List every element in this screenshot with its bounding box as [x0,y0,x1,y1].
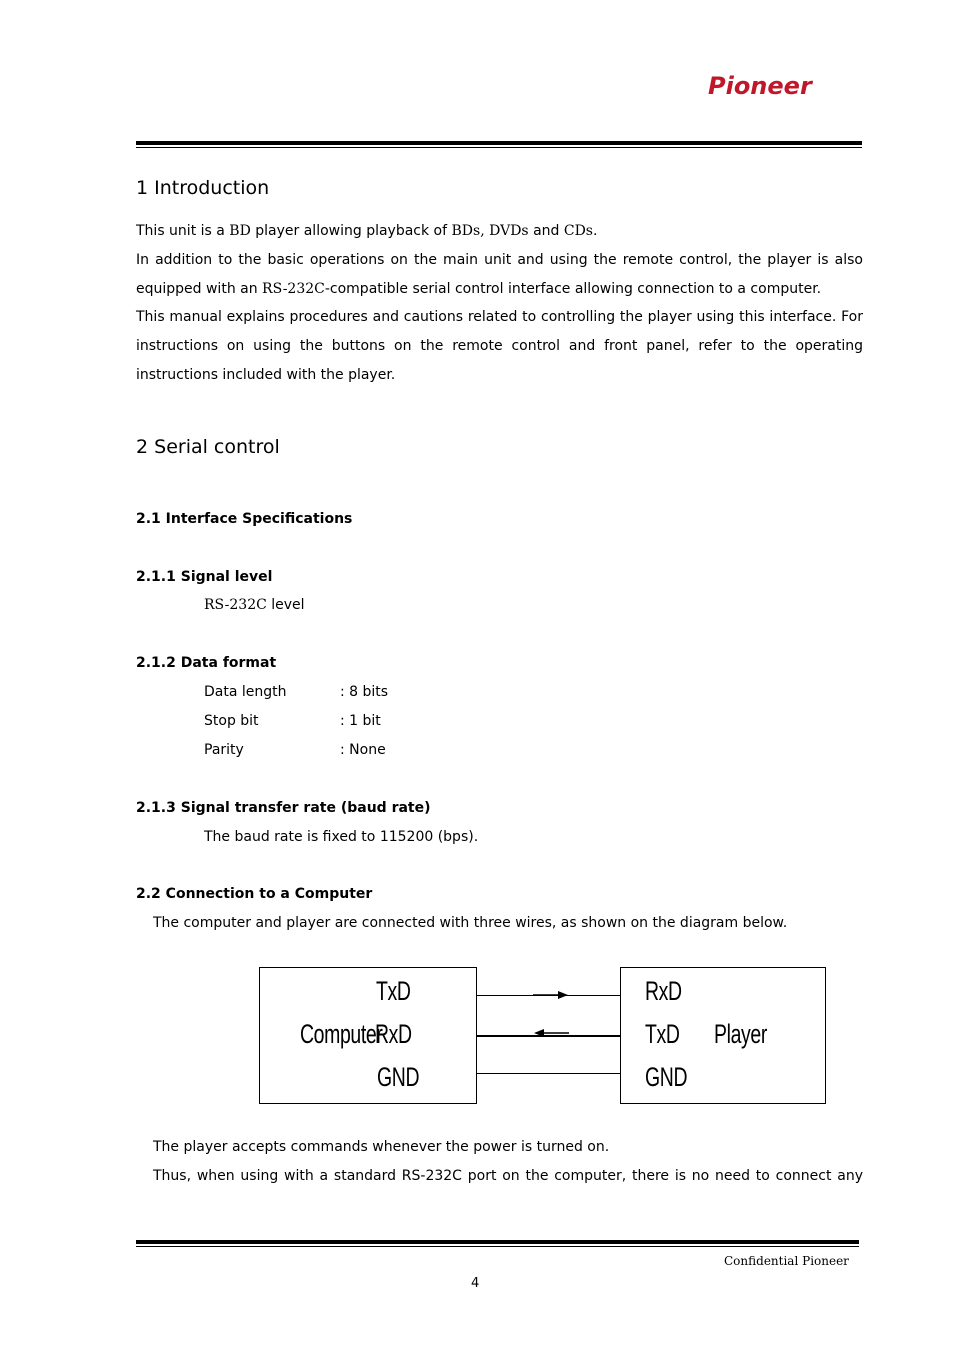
parity-label: Parity [204,742,244,758]
stop-bit-value: : 1 bit [340,713,381,729]
arrow-icons [530,988,572,1044]
parity-value: : None [340,742,386,758]
wire-gnd [477,1073,620,1074]
intro-paragraph-1: This unit is a BD player allowing playback of BDs, DVDs and CDs. [136,223,598,239]
computer-gnd-pin: GND [377,1062,420,1092]
player-rxd-pin: RxD [645,976,682,1006]
section-2-1-3-title: 2.1.3 Signal transfer rate (baud rate) [136,800,431,816]
right-arrow-icon [558,991,568,999]
data-length-label: Data length [204,684,287,700]
page-number: 4 [471,1276,480,1291]
player-txd-pin: TxD [645,1019,680,1049]
player-label: Player [714,1019,767,1049]
section-1-title: 1 Introduction [136,177,270,199]
after-diagram-text-2: Thus, when using with a standard RS-232C port on the computer, there is no need to connect any [153,1168,863,1184]
baud-rate-text: The baud rate is fixed to 115200 (bps). [204,829,479,845]
section-2-title: 2 Serial control [136,436,280,458]
header-rule-thick [136,141,862,145]
footer-confidential: Confidential Pioneer [724,1254,849,1268]
section-2-2-title: 2.2 Connection to a Computer [136,886,373,902]
header-rule-thin [136,147,862,148]
section-2-1-2-title: 2.1.2 Data format [136,655,277,671]
data-length-value: : 8 bits [340,684,389,700]
after-diagram-text-1: The player accepts commands whenever the power is turned on. [153,1139,610,1155]
footer-rule-thin [136,1246,859,1247]
footer-rule-thick [136,1240,859,1244]
connection-text: The computer and player are connected with three wires, as shown on the diagram below. [153,915,788,931]
computer-rxd-pin: RxD [375,1019,412,1049]
signal-level-value: RS-232C level [204,597,305,613]
pioneer-logo [706,66,854,106]
intro-paragraph-2: In addition to the basic operations on the main unit and using the remote control, the player is also equipped with an RS-232C-compatible serial control interface allowing connection to a computer. [136,252,863,297]
stop-bit-label: Stop bit [204,713,259,729]
player-gnd-pin: GND [645,1062,688,1092]
intro-paragraph-3: This manual explains procedures and cautions related to controlling the player using this interface. For instructions on using the buttons on the remote control and front panel, refer to the operating instructions included with the player. [136,309,863,383]
section-2-1-title: 2.1 Interface Specifications [136,511,353,527]
left-arrow-icon [534,1029,544,1037]
computer-txd-pin: TxD [376,976,411,1006]
pioneer-logo-text: Pioneer [708,72,812,100]
section-2-1-1-title: 2.1.1 Signal level [136,569,273,585]
computer-label: Computer [300,1019,383,1049]
